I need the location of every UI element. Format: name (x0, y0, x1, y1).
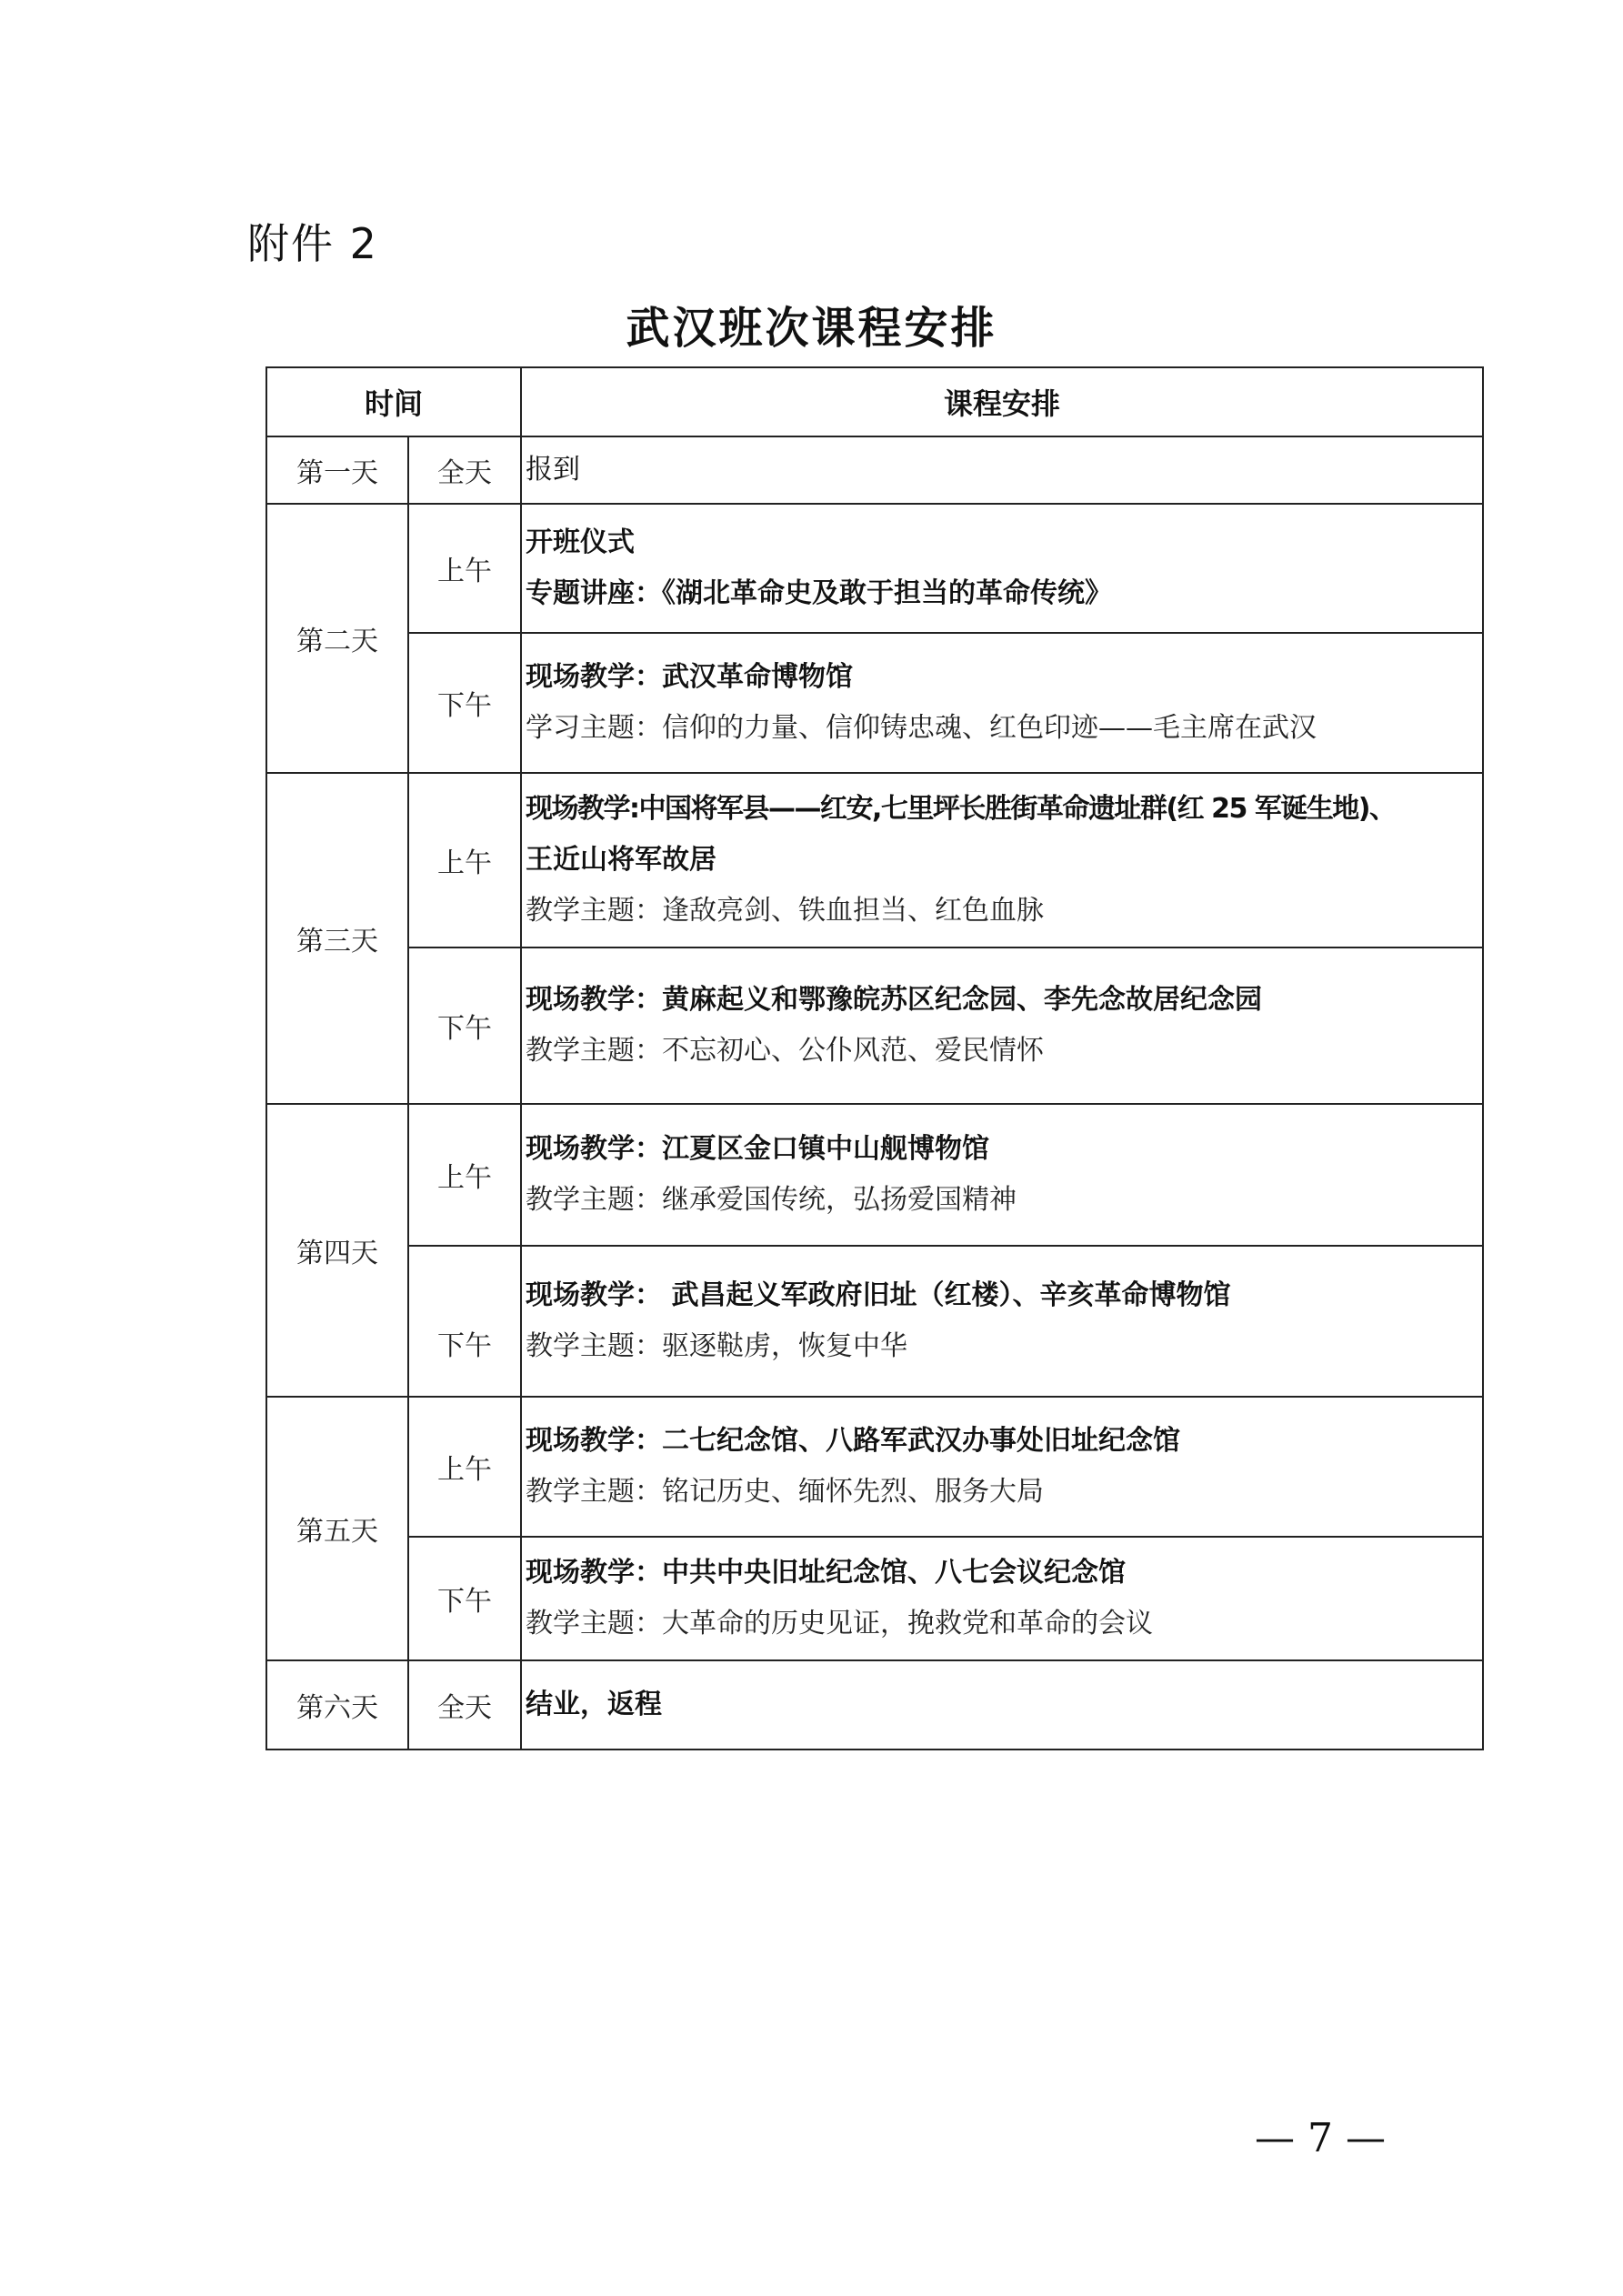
period-cell: 上午 (408, 773, 521, 947)
day-cell: 第五天 (266, 1397, 408, 1660)
course-cell (521, 1104, 1483, 1246)
theme-line: 教学主题：继承爱国传统，弘扬爱国精神 (526, 1184, 1017, 1216)
table-row (266, 1397, 1483, 1537)
course-line: 王近山将军故居 (526, 844, 717, 876)
course-cell (521, 1660, 1483, 1750)
page-number: — 7 — (1255, 2115, 1386, 2161)
course-cell (521, 436, 1483, 504)
course-line: 现场教学：武汉革命博物馆 (526, 661, 854, 693)
period-cell: 上午 (408, 1397, 521, 1537)
document-title: 武汉班次课程安排 (626, 303, 997, 354)
header-course: 课程安排 (521, 367, 1483, 436)
theme-line: 学习主题：信仰的力量、信仰铸忠魂、红色印迹——毛主席在武汉 (526, 712, 1317, 744)
table-row (266, 1660, 1483, 1750)
course-cell (521, 1246, 1483, 1397)
table-row (266, 1246, 1483, 1397)
period-cell: 下午 (408, 1537, 521, 1660)
course-line: 现场教学：江夏区金口镇中山舰博物馆 (526, 1133, 990, 1165)
table-row (266, 947, 1483, 1104)
table-row (266, 436, 1483, 504)
period-cell: 下午 (408, 947, 521, 1104)
theme-line: 教学主题：大革命的历史见证，挽救党和革命的会议 (526, 1608, 1154, 1639)
period-cell: 全天 (408, 436, 521, 504)
day-cell: 第六天 (266, 1660, 408, 1750)
theme-line: 教学主题：驱逐鞑虏，恢复中华 (526, 1330, 908, 1362)
table-row (266, 1537, 1483, 1660)
table-header-row (266, 367, 1483, 436)
table-row (266, 633, 1483, 773)
theme-line: 教学主题：逢敌亮剑、铁血担当、红色血脉 (526, 895, 1045, 927)
course-cell (521, 773, 1483, 947)
course-cell (521, 947, 1483, 1104)
period-cell: 上午 (408, 504, 521, 633)
day-cell: 第二天 (266, 504, 408, 773)
table-row (266, 1104, 1483, 1246)
course-line: 现场教学:中国将军县——红安,七里坪长胜街革命遗址群(红 25 军诞生地)、 (526, 793, 1396, 825)
course-line: 报到 (526, 454, 581, 486)
theme-line: 教学主题：不忘初心、公仆风范、爱民情怀 (526, 1035, 1045, 1067)
day-cell: 第四天 (266, 1104, 408, 1397)
table-row (266, 773, 1483, 947)
period-cell: 下午 (408, 633, 521, 773)
table-row (266, 504, 1483, 633)
schedule-table (265, 366, 1484, 1750)
period-cell: 全天 (408, 1660, 521, 1750)
day-cell: 第一天 (266, 436, 408, 504)
course-line: 开班仪式 (526, 526, 636, 558)
period-cell: 下午 (408, 1246, 521, 1397)
course-line: 专题讲座：《湖北革命史及敢于担当的革命传统》 (526, 577, 1113, 609)
course-cell (521, 1397, 1483, 1537)
header-time: 时间 (266, 367, 521, 436)
period-cell: 上午 (408, 1104, 521, 1246)
day-cell: 第三天 (266, 773, 408, 1104)
course-line: 现场教学：二七纪念馆、八路军武汉办事处旧址纪念馆 (526, 1425, 1181, 1457)
theme-line: 教学主题：铭记历史、缅怀先烈、服务大局 (526, 1476, 1045, 1508)
course-line: 现场教学： 武昌起义军政府旧址（红楼）、辛亥革命博物馆 (526, 1279, 1231, 1311)
course-cell (521, 504, 1483, 633)
attachment-label: 附件 2 (247, 219, 378, 268)
course-line: 结业，返程 (526, 1689, 663, 1720)
course-line: 现场教学：黄麻起义和鄂豫皖苏区纪念园、李先念故居纪念园 (526, 984, 1263, 1016)
course-cell (521, 633, 1483, 773)
course-line: 现场教学：中共中央旧址纪念馆、八七会议纪念馆 (526, 1557, 1127, 1589)
course-cell (521, 1537, 1483, 1660)
